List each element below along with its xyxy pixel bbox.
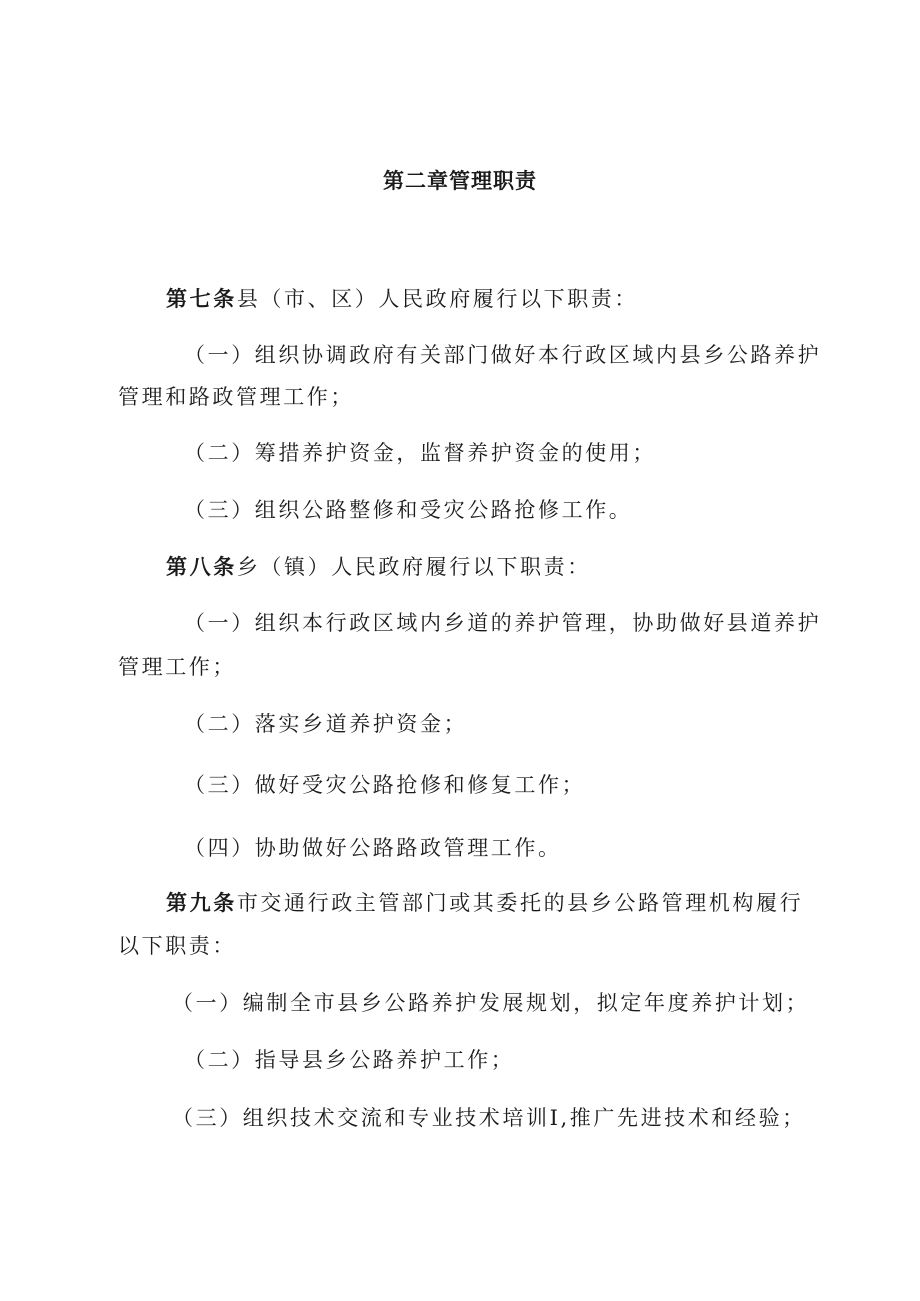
article-9-item-3: （三）组织技术交流和专业技术培训I,推广先进技术和经验； xyxy=(172,1106,806,1130)
article-9-item-2: （二）指导县乡公路养护工作； xyxy=(184,1048,515,1072)
article-8-item-2: （二）落实乡道养护资金； xyxy=(184,712,468,736)
article-7-item-1-line-1: （一）组织协调政府有关部门做好本行政区域内县乡公路养护 xyxy=(184,343,822,367)
article-8-item-3: （三）做好受灾公路抢修和修复工作； xyxy=(184,773,586,797)
article-9-item-1: （一）编制全市县乡公路养护发展规划，拟定年度养护计划； xyxy=(172,991,810,1015)
article-8-heading xyxy=(166,552,591,582)
article-8-item-1-line-2: 管理工作； xyxy=(118,655,236,679)
article-8-intro: 乡（镇）人民政府履行以下职责： xyxy=(236,555,591,579)
article-7-number: 第七条 xyxy=(166,286,237,311)
article-8-number: 第八条 xyxy=(166,554,237,579)
article-8-item-4: （四）协助做好公路路政管理工作。 xyxy=(184,836,562,860)
article-9-intro-line-1: 市交通行政主管部门或其委托的县乡公路管理机构履行 xyxy=(236,891,804,915)
article-9-heading-line-2: 以下职责： xyxy=(118,934,236,958)
article-7-intro: 县（市、区）人民政府履行以下职责： xyxy=(236,287,639,311)
article-9-heading-line-1 xyxy=(166,888,803,918)
article-9-number: 第九条 xyxy=(166,890,237,915)
article-7-item-3: （三）组织公路整修和受灾公路抢修工作。 xyxy=(184,498,633,522)
chapter-title: 第二章管理职责 xyxy=(383,168,537,193)
article-7-item-2: （二）筹措养护资金，监督养护资金的使用； xyxy=(184,441,656,465)
article-8-item-1-line-1: （一）组织本行政区域内乡道的养护管理，协助做好县道养护 xyxy=(184,611,822,635)
article-7-heading xyxy=(166,284,638,314)
article-7-item-1-line-2: 管理和路政管理工作； xyxy=(118,385,354,409)
